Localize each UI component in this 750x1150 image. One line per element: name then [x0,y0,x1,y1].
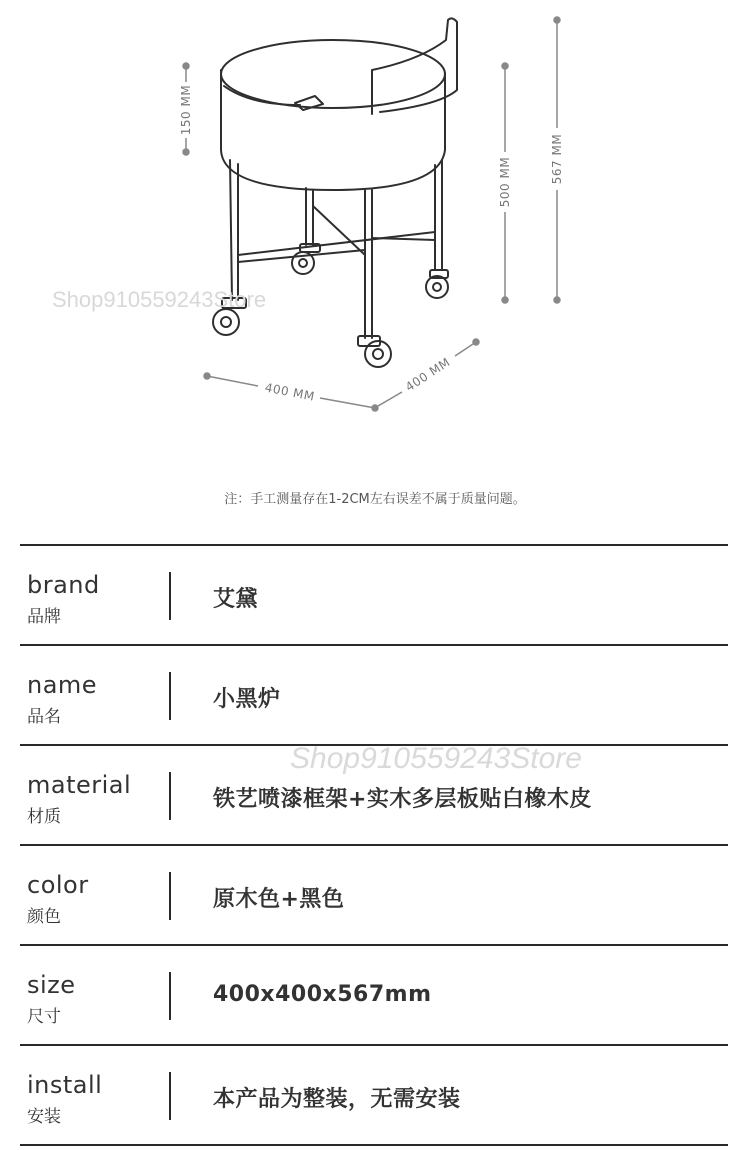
leg-front-left [230,160,232,300]
cart-drawing [0,0,750,470]
cart-top-rim [221,40,445,108]
spec-divider [169,872,171,920]
spec-row-material [20,744,728,844]
spec-divider [169,572,171,620]
spec-label-en: name [27,671,98,699]
spec-divider [169,972,171,1020]
spec-value: 艾黛 [213,587,259,612]
spec-label-cn: 尺寸 [27,1007,61,1027]
spec-label-en: material [27,771,132,799]
measurement-note: 注：手工测量存在1-2CM左右误差不属于质量问题。 [224,492,526,507]
lid-line [224,86,300,105]
dim-label-depth: 400 MM [402,355,453,395]
spec-label-en: color [27,871,89,899]
spec-row-name [20,644,728,744]
dim-label-body-height: 500 MM [498,156,512,208]
spec-value: 本产品为整装，无需安装 [213,1087,461,1112]
dim-label-width: 400 MM [263,380,316,404]
spec-row-install [20,1044,728,1146]
spec-label-en: brand [27,571,100,599]
spec-value: 铁艺喷漆框架+实木多层板贴白橡木皮 [213,787,592,812]
spec-label-en: install [27,1071,103,1099]
spec-divider [169,772,171,820]
spec-label-cn: 品名 [27,707,61,727]
spec-value: 400x400x567mm [213,982,432,1007]
dim-label-lid-height: 150 MM [179,84,193,136]
cart-body [221,70,445,190]
watermark-text: Shop910559243Store [290,742,582,775]
spec-label-en: size [27,971,76,999]
spec-label-cn: 颜色 [27,907,61,927]
spec-row-color [20,844,728,944]
watermark-diagram: Shop910559243Store [52,287,267,312]
spec-value: 小黑炉 [213,687,281,712]
spec-table [20,544,728,1146]
spec-label-cn: 品牌 [27,607,61,627]
product-dimension-diagram [0,0,750,470]
cross-brace-a [238,232,435,255]
wheel-back-right [426,270,448,298]
wheel-front-right [358,336,391,367]
spec-row-size [20,944,728,1044]
spec-row-brand [20,544,728,644]
spec-divider [169,672,171,720]
spec-label-cn: 材质 [27,807,61,827]
spec-divider [169,1072,171,1120]
dim-label-total-height: 567 MM [550,133,564,185]
spec-value: 原木色+黑色 [213,887,345,912]
spec-label-cn: 安装 [27,1107,61,1127]
